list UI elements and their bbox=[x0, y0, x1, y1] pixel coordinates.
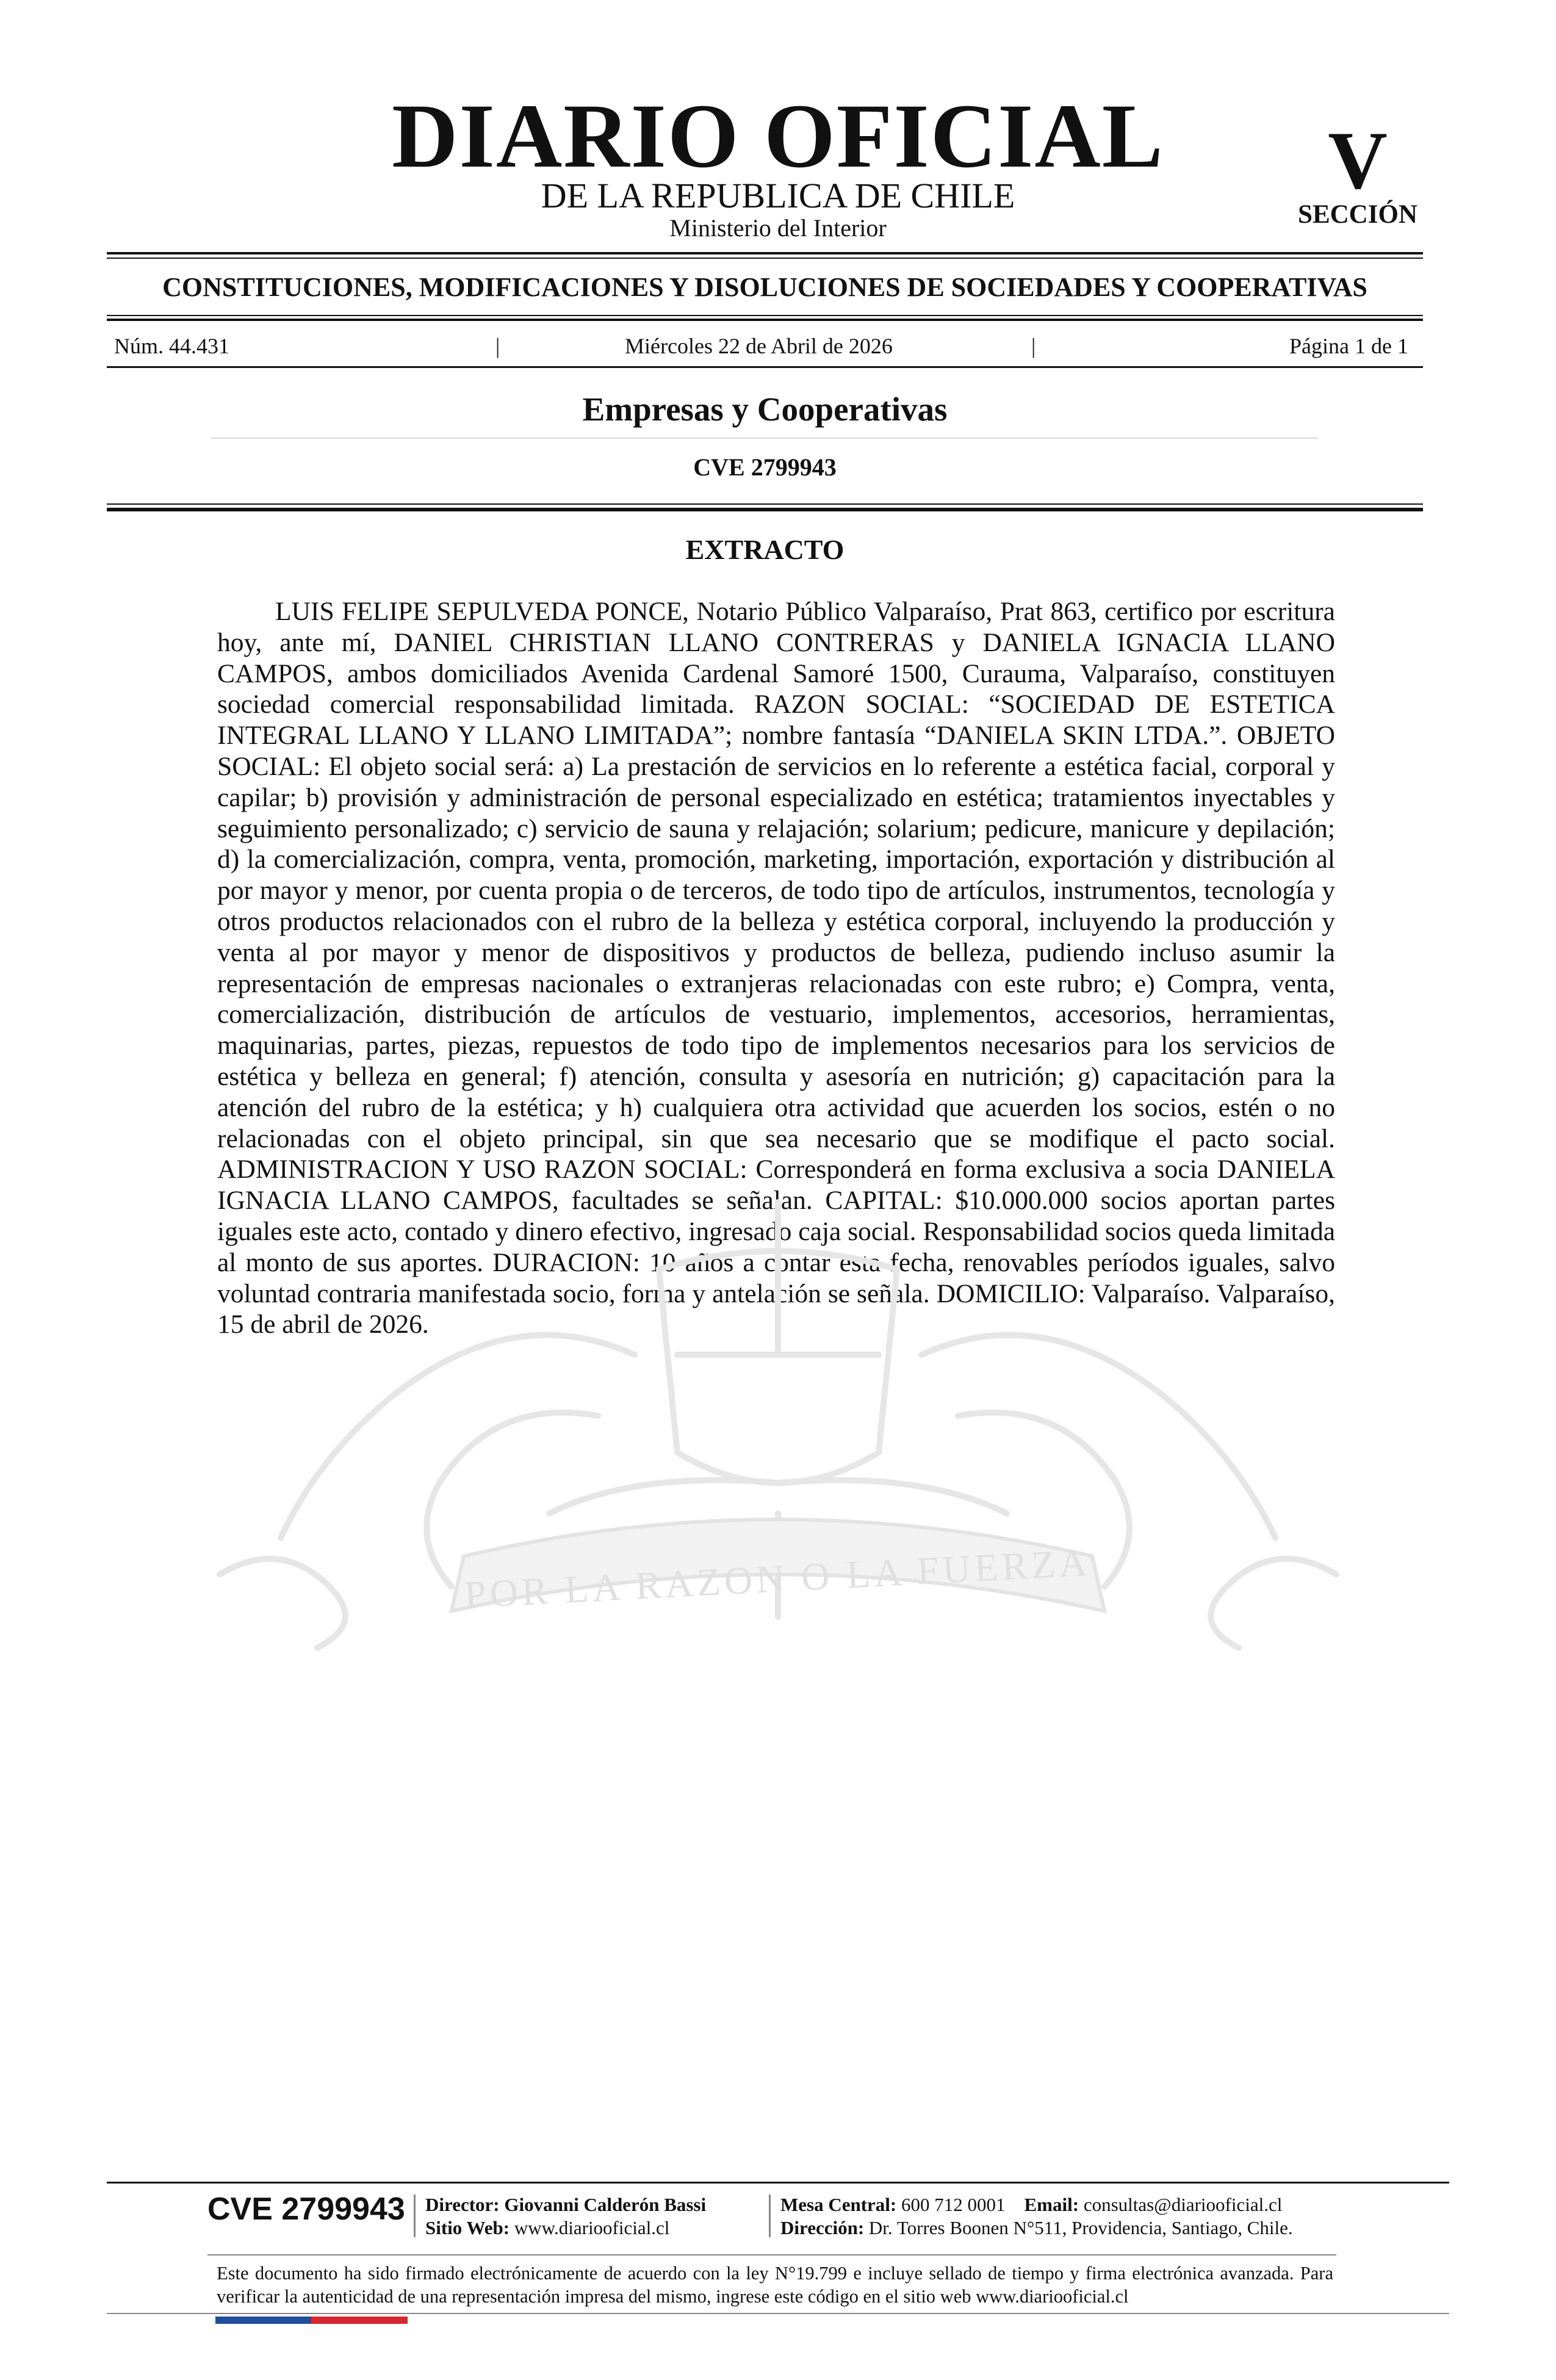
masthead-title: DIARIO OFICIAL bbox=[392, 85, 1164, 187]
masthead-ministry: Ministerio del Interior bbox=[669, 214, 887, 242]
content-rule-thin bbox=[107, 503, 1423, 505]
web-label: Sitio Web: bbox=[425, 2217, 510, 2238]
section-title: CONSTITUCIONES, MODIFICACIONES Y DISOLUCIONES DE SOCIEDADES Y COOPERATIVAS bbox=[162, 272, 1367, 302]
footer-director-block bbox=[425, 2193, 706, 2240]
footer-legal-note: Este documento ha sido firmado electrónicamente de acuerdo con la ley N°19.799 e incluye sellado de tiempo y firma electrónica avanzada. Para verificar la autenticidad de una representación impresa del mismo, ingrese este código en el sitio web www.diariooficial.cl bbox=[217, 2263, 1333, 2307]
footer-rule bbox=[107, 2182, 1449, 2183]
header-rule-mid-thick bbox=[107, 319, 1423, 321]
mesa-phone: 600 712 0001 bbox=[901, 2194, 1006, 2215]
subsection-title: Empresas y Cooperativas bbox=[582, 391, 948, 428]
footer-cve: CVE 2799943 bbox=[207, 2191, 405, 2227]
content-rule-thick bbox=[107, 508, 1423, 511]
direccion-label: Dirección: bbox=[780, 2217, 865, 2238]
coat-of-arms-watermark bbox=[207, 1196, 1349, 1684]
direccion-value: Dr. Torres Boonen N°511, Providencia, Santiago, Chile. bbox=[868, 2217, 1293, 2238]
cve-header: CVE 2799943 bbox=[693, 453, 837, 481]
mesa-label: Mesa Central: bbox=[780, 2194, 897, 2215]
email-label: Email: bbox=[1024, 2194, 1079, 2215]
flag-stripe-blue bbox=[215, 2317, 311, 2324]
issue-number: Núm. 44.431 bbox=[114, 334, 229, 358]
issue-separator: | bbox=[495, 334, 500, 358]
issue-date: Miércoles 22 de Abril de 2026 bbox=[625, 334, 893, 358]
issue-separator: | bbox=[1031, 334, 1036, 358]
extracto-body: LUIS FELIPE SEPULVEDA PONCE, Notario Público Valparaíso, Prat 863, certifico por escritura hoy, ante mí, DANIEL CHRISTIAN LLANO CONTRERAS y DANIELA IGNACIA LLANO CAMPOS, ambos domiciliados Avenida Cardenal Samoré 1500, Curauma, Valparaíso, constituyen sociedad comercial responsabilidad limitada. RAZON SOCIAL: “SOCIEDAD DE ESTETICA INTEGRAL LLANO Y LLANO LIMITADA”; nombre fantasía “DANIELA SKIN LTDA.”. OBJETO SOCIAL: El objeto social será: a) La prestación de servicios en lo referente a estética facial, corporal y capilar; b) provisión y administración de personal especializado en estética; tratamientos inyectables y seguimiento personalizado; c) servicio de sauna y relajación; solarium; pedicure, manicure y depilación; d) la comercialización, compra, venta, promoción, marketing, importación, exportación y distribución al por mayor y menor, por cuenta propia o de terceros, de todo tipo de artículos, instrumentos, tecnología y otros productos relacionados con el rubro de la belleza y estética corporal, incluyendo la producción y venta al por mayor y menor de dispositivos y productos de belleza, pudiendo incluso asumir la representación de empresas nacionales o extranjeras relacionadas con este rubro; e) Compra, venta, comercialización, distribución de artículos de vestuario, implementos, accesorios, herramientas, maquinarias, partes, piezas, repuestos de todo tipo de implementos necesarios para los servicios de estética y belleza en general; f) atención, consulta y asesoría en nutrición; g) capacitación para la atención del rubro de la estética; y h) cualquiera otra actividad que acuerden los socios, estén o no relacionadas con el objeto principal, sin que sea necesario que se modifique el pacto social. ADMINISTRACION Y USO RAZON SOCIAL: Corresponderá en forma exclusiva a socia DANIELA IGNACIA LLANO CAMPOS, facultades se señalan. CAPITAL: $10.000.000 socios aportan partes iguales este acto, contado y dinero efectivo, ingresado caja social. Responsabilidad socios queda limitada al monto de sus aportes. DURACION: 10 años a contar esta fecha, renovables períodos iguales, salvo voluntad contraria manifestada socio, forma y antelación se señala. DOMICILIO: Valparaíso. Valparaíso, 15 de abril de 2026. bbox=[217, 597, 1335, 1340]
header-rule-top bbox=[107, 252, 1423, 254]
director-label: Director: bbox=[425, 2194, 500, 2215]
flag-stripe-red bbox=[311, 2317, 408, 2324]
section-word: SECCIÓN bbox=[1298, 200, 1417, 229]
watermark-motto: POR LA RAZON O LA FUERZA bbox=[463, 1540, 1092, 1617]
director-name: Giovanni Calderón Bassi bbox=[504, 2194, 707, 2215]
email-link[interactable]: consultas@diariooficial.cl bbox=[1083, 2194, 1283, 2215]
masthead-subtitle: DE LA REPUBLICA DE CHILE bbox=[541, 176, 1015, 215]
subsection-rule bbox=[211, 438, 1318, 439]
footer-contact-block bbox=[780, 2193, 1293, 2240]
header-rule-bottom bbox=[107, 366, 1423, 368]
web-link[interactable]: www.diariooficial.cl bbox=[514, 2217, 670, 2238]
footer-divider bbox=[769, 2194, 771, 2237]
section-letter: V bbox=[1328, 115, 1388, 206]
footer-rule-inner bbox=[207, 2254, 1336, 2256]
header-rule-mid bbox=[107, 315, 1423, 316]
footer-divider bbox=[414, 2194, 416, 2237]
footer-rule-bottom bbox=[107, 2313, 1449, 2314]
header-rule-top-thin bbox=[107, 258, 1423, 259]
issue-page: Página 1 de 1 bbox=[1289, 334, 1408, 358]
extracto-title: EXTRACTO bbox=[685, 534, 845, 565]
